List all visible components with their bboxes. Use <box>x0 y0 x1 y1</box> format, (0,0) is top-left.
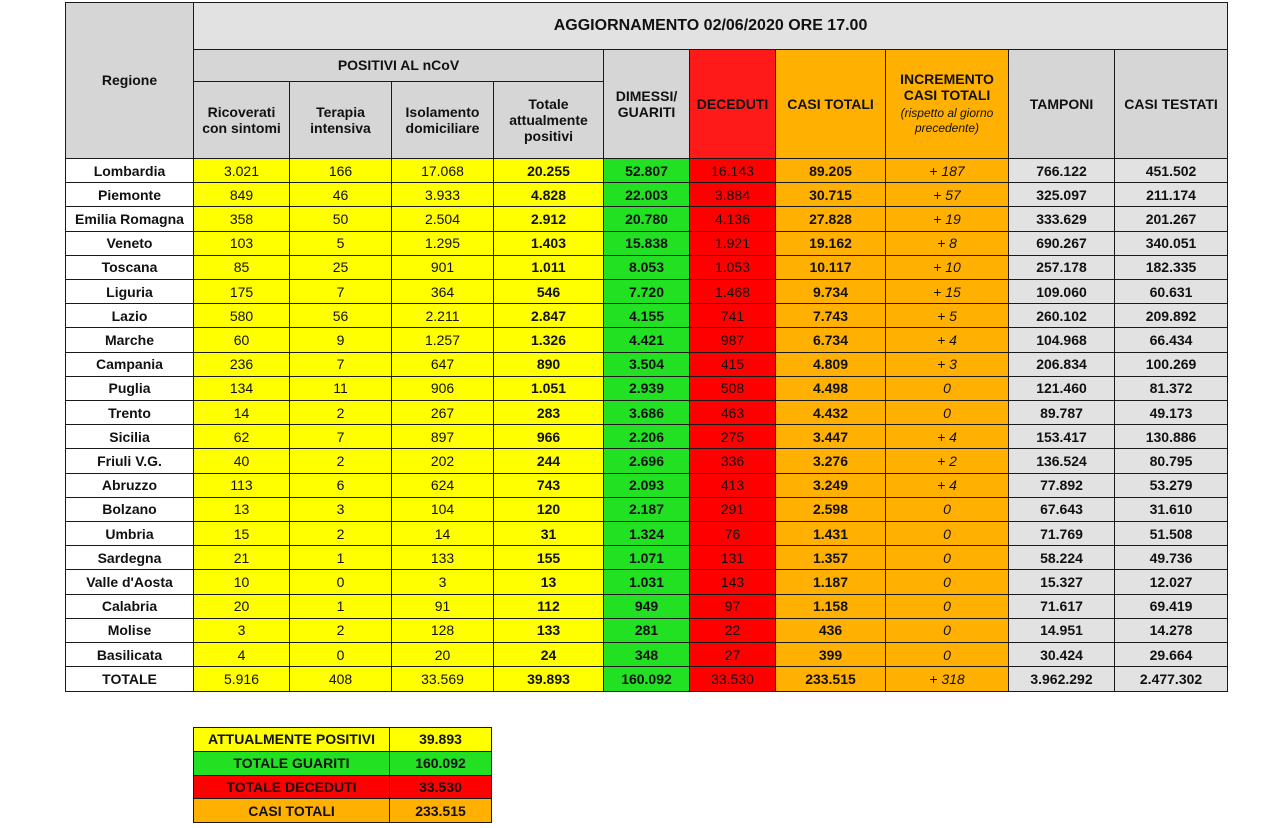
tamponi-cell: 109.060 <box>1009 280 1115 304</box>
ricoverati-cell: 175 <box>194 280 290 304</box>
casi-totali-cell: 3.276 <box>776 449 886 473</box>
tamponi-cell: 206.834 <box>1009 352 1115 376</box>
summary-row <box>194 751 492 775</box>
ricoverati-cell: 14 <box>194 401 290 425</box>
terapia-cell: 56 <box>290 304 392 328</box>
totale-positivi-cell: 1.403 <box>494 231 604 255</box>
casi-testati-cell: 66.434 <box>1115 328 1228 352</box>
ricoverati-cell: 103 <box>194 231 290 255</box>
terapia-cell: 7 <box>290 352 392 376</box>
summary-value: 39.893 <box>390 728 492 752</box>
deceduti-cell: 97 <box>690 594 776 618</box>
deceduti-cell: 1.053 <box>690 255 776 279</box>
totale-positivi-cell: 743 <box>494 473 604 497</box>
header-casi-totali: CASI TOTALI <box>776 50 886 159</box>
region-name: Marche <box>66 328 194 352</box>
table-row <box>66 425 1228 449</box>
casi-testati-cell: 211.174 <box>1115 183 1228 207</box>
table-row <box>66 497 1228 521</box>
isolamento-cell: 17.068 <box>392 159 494 183</box>
incremento-cell: 0 <box>886 618 1009 642</box>
region-name: Lazio <box>66 304 194 328</box>
totale-positivi-cell: 155 <box>494 546 604 570</box>
casi-totali-cell: 27.828 <box>776 207 886 231</box>
summary-value: 233.515 <box>390 799 492 823</box>
tamponi-cell: 257.178 <box>1009 255 1115 279</box>
incremento-cell: + 4 <box>886 425 1009 449</box>
casi-totali-cell: 4.432 <box>776 401 886 425</box>
casi-totali-cell: 2.598 <box>776 497 886 521</box>
dimessi-cell: 1.031 <box>604 570 690 594</box>
region-name: Campania <box>66 352 194 376</box>
header-regione: Regione <box>66 3 194 159</box>
deceduti-cell: 1.468 <box>690 280 776 304</box>
incremento-cell: 0 <box>886 522 1009 546</box>
dimessi-cell: 1.071 <box>604 546 690 570</box>
summary-table <box>193 727 492 823</box>
region-name: Emilia Romagna <box>66 207 194 231</box>
total-ricoverati-cell: 5.916 <box>194 667 290 692</box>
terapia-cell: 6 <box>290 473 392 497</box>
ricoverati-cell: 10 <box>194 570 290 594</box>
summary-value: 33.530 <box>390 775 492 799</box>
ricoverati-cell: 358 <box>194 207 290 231</box>
table-body <box>66 159 1228 692</box>
header-incremento: INCREMENTO CASI TOTALI (rispetto al giorno precedente) <box>886 50 1009 159</box>
casi-totali-cell: 7.743 <box>776 304 886 328</box>
isolamento-cell: 14 <box>392 522 494 546</box>
incremento-cell: + 15 <box>886 280 1009 304</box>
casi-testati-cell: 182.335 <box>1115 255 1228 279</box>
isolamento-cell: 133 <box>392 546 494 570</box>
casi-totali-cell: 1.158 <box>776 594 886 618</box>
casi-totali-cell: 10.117 <box>776 255 886 279</box>
casi-testati-cell: 100.269 <box>1115 352 1228 376</box>
summary-row <box>194 728 492 752</box>
tamponi-cell: 690.267 <box>1009 231 1115 255</box>
table-row <box>66 183 1228 207</box>
region-name: Bolzano <box>66 497 194 521</box>
tamponi-cell: 30.424 <box>1009 643 1115 667</box>
casi-testati-cell: 209.892 <box>1115 304 1228 328</box>
deceduti-cell: 987 <box>690 328 776 352</box>
isolamento-cell: 3.933 <box>392 183 494 207</box>
deceduti-cell: 741 <box>690 304 776 328</box>
tamponi-cell: 766.122 <box>1009 159 1115 183</box>
casi-totali-cell: 436 <box>776 618 886 642</box>
terapia-cell: 0 <box>290 643 392 667</box>
ricoverati-cell: 4 <box>194 643 290 667</box>
terapia-cell: 166 <box>290 159 392 183</box>
tamponi-cell: 104.968 <box>1009 328 1115 352</box>
total-isolamento-cell: 33.569 <box>392 667 494 692</box>
incremento-cell: 0 <box>886 376 1009 400</box>
dimessi-cell: 4.155 <box>604 304 690 328</box>
terapia-cell: 46 <box>290 183 392 207</box>
table-row <box>66 594 1228 618</box>
region-name: Basilicata <box>66 643 194 667</box>
casi-totali-cell: 1.187 <box>776 570 886 594</box>
casi-testati-cell: 31.610 <box>1115 497 1228 521</box>
isolamento-cell: 128 <box>392 618 494 642</box>
terapia-cell: 2 <box>290 618 392 642</box>
ricoverati-cell: 236 <box>194 352 290 376</box>
terapia-cell: 1 <box>290 594 392 618</box>
header-isolamento: Isolamento domiciliare <box>392 82 494 159</box>
ricoverati-cell: 15 <box>194 522 290 546</box>
table-row <box>66 304 1228 328</box>
tamponi-cell: 136.524 <box>1009 449 1115 473</box>
casi-totali-cell: 19.162 <box>776 231 886 255</box>
casi-totali-cell: 89.205 <box>776 159 886 183</box>
table-row <box>66 618 1228 642</box>
casi-totali-cell: 4.809 <box>776 352 886 376</box>
isolamento-cell: 2.504 <box>392 207 494 231</box>
incremento-cell: + 5 <box>886 304 1009 328</box>
tamponi-cell: 89.787 <box>1009 401 1115 425</box>
totale-positivi-cell: 1.326 <box>494 328 604 352</box>
deceduti-cell: 143 <box>690 570 776 594</box>
tamponi-cell: 325.097 <box>1009 183 1115 207</box>
dimessi-cell: 3.686 <box>604 401 690 425</box>
region-name: Veneto <box>66 231 194 255</box>
tamponi-cell: 77.892 <box>1009 473 1115 497</box>
casi-totali-cell: 399 <box>776 643 886 667</box>
summary-label: TOTALE GUARITI <box>194 751 390 775</box>
incremento-cell: + 19 <box>886 207 1009 231</box>
isolamento-cell: 647 <box>392 352 494 376</box>
region-name: Sicilia <box>66 425 194 449</box>
isolamento-cell: 267 <box>392 401 494 425</box>
incremento-cell: + 4 <box>886 328 1009 352</box>
deceduti-cell: 76 <box>690 522 776 546</box>
dimessi-cell: 22.003 <box>604 183 690 207</box>
total-dimessi-cell: 160.092 <box>604 667 690 692</box>
tamponi-cell: 15.327 <box>1009 570 1115 594</box>
deceduti-cell: 131 <box>690 546 776 570</box>
deceduti-cell: 1.921 <box>690 231 776 255</box>
table-row <box>66 570 1228 594</box>
deceduti-cell: 4.136 <box>690 207 776 231</box>
total-incremento-cell: + 318 <box>886 667 1009 692</box>
ricoverati-cell: 134 <box>194 376 290 400</box>
casi-testati-cell: 14.278 <box>1115 618 1228 642</box>
table-row <box>66 328 1228 352</box>
update-title: AGGIORNAMENTO 02/06/2020 ORE 17.00 <box>194 3 1228 50</box>
table-row <box>66 207 1228 231</box>
dimessi-cell: 2.187 <box>604 497 690 521</box>
isolamento-cell: 624 <box>392 473 494 497</box>
ricoverati-cell: 62 <box>194 425 290 449</box>
tamponi-cell: 71.769 <box>1009 522 1115 546</box>
isolamento-cell: 91 <box>392 594 494 618</box>
totale-positivi-cell: 20.255 <box>494 159 604 183</box>
ricoverati-cell: 580 <box>194 304 290 328</box>
table-row <box>66 546 1228 570</box>
terapia-cell: 2 <box>290 522 392 546</box>
deceduti-cell: 291 <box>690 497 776 521</box>
table-row <box>66 280 1228 304</box>
incremento-cell: 0 <box>886 643 1009 667</box>
isolamento-cell: 20 <box>392 643 494 667</box>
isolamento-cell: 897 <box>392 425 494 449</box>
total-totale-positivi-cell: 39.893 <box>494 667 604 692</box>
region-name: Liguria <box>66 280 194 304</box>
terapia-cell: 2 <box>290 401 392 425</box>
total-casi-totali-cell: 233.515 <box>776 667 886 692</box>
incremento-cell: 0 <box>886 497 1009 521</box>
casi-testati-cell: 29.664 <box>1115 643 1228 667</box>
tamponi-cell: 333.629 <box>1009 207 1115 231</box>
isolamento-cell: 1.295 <box>392 231 494 255</box>
header-dimessi-guariti: DIMESSI/ GUARITI <box>604 50 690 159</box>
isolamento-cell: 2.211 <box>392 304 494 328</box>
dimessi-cell: 4.421 <box>604 328 690 352</box>
incremento-cell: + 10 <box>886 255 1009 279</box>
table-row <box>66 255 1228 279</box>
table-row <box>66 449 1228 473</box>
ricoverati-cell: 849 <box>194 183 290 207</box>
isolamento-cell: 364 <box>392 280 494 304</box>
dimessi-cell: 1.324 <box>604 522 690 546</box>
casi-totali-cell: 3.447 <box>776 425 886 449</box>
deceduti-cell: 336 <box>690 449 776 473</box>
totale-positivi-cell: 546 <box>494 280 604 304</box>
total-tamponi-cell: 3.962.292 <box>1009 667 1115 692</box>
dimessi-cell: 281 <box>604 618 690 642</box>
region-name: Umbria <box>66 522 194 546</box>
summary-body <box>194 728 492 823</box>
table-row <box>66 643 1228 667</box>
dimessi-cell: 7.720 <box>604 280 690 304</box>
table-row <box>66 231 1228 255</box>
casi-totali-cell: 1.431 <box>776 522 886 546</box>
header-tamponi: TAMPONI <box>1009 50 1115 159</box>
totale-positivi-cell: 283 <box>494 401 604 425</box>
region-name: Molise <box>66 618 194 642</box>
deceduti-cell: 508 <box>690 376 776 400</box>
tamponi-cell: 153.417 <box>1009 425 1115 449</box>
casi-totali-cell: 6.734 <box>776 328 886 352</box>
region-name: Piemonte <box>66 183 194 207</box>
dimessi-cell: 3.504 <box>604 352 690 376</box>
deceduti-cell: 463 <box>690 401 776 425</box>
covid-regional-table <box>65 2 1228 692</box>
totale-positivi-cell: 2.847 <box>494 304 604 328</box>
dimessi-cell: 15.838 <box>604 231 690 255</box>
incremento-cell: + 3 <box>886 352 1009 376</box>
casi-testati-cell: 80.795 <box>1115 449 1228 473</box>
header-terapia-intensiva: Terapia intensiva <box>290 82 392 159</box>
tamponi-cell: 58.224 <box>1009 546 1115 570</box>
dimessi-cell: 949 <box>604 594 690 618</box>
tamponi-cell: 14.951 <box>1009 618 1115 642</box>
dimessi-cell: 20.780 <box>604 207 690 231</box>
deceduti-cell: 22 <box>690 618 776 642</box>
casi-testati-cell: 60.631 <box>1115 280 1228 304</box>
summary-label: CASI TOTALI <box>194 799 390 823</box>
region-name: Sardegna <box>66 546 194 570</box>
tamponi-cell: 67.643 <box>1009 497 1115 521</box>
totale-positivi-cell: 120 <box>494 497 604 521</box>
summary-row <box>194 799 492 823</box>
tamponi-cell: 71.617 <box>1009 594 1115 618</box>
region-name: Friuli V.G. <box>66 449 194 473</box>
casi-testati-cell: 49.173 <box>1115 401 1228 425</box>
ricoverati-cell: 20 <box>194 594 290 618</box>
dimessi-cell: 52.807 <box>604 159 690 183</box>
header-positivi-group: POSITIVI AL nCoV <box>194 50 604 82</box>
incremento-cell: 0 <box>886 546 1009 570</box>
region-name: Toscana <box>66 255 194 279</box>
casi-totali-cell: 9.734 <box>776 280 886 304</box>
isolamento-cell: 104 <box>392 497 494 521</box>
terapia-cell: 7 <box>290 425 392 449</box>
isolamento-cell: 202 <box>392 449 494 473</box>
table-row <box>66 376 1228 400</box>
incremento-cell: 0 <box>886 570 1009 594</box>
casi-testati-cell: 69.419 <box>1115 594 1228 618</box>
deceduti-cell: 16.143 <box>690 159 776 183</box>
summary-value: 160.092 <box>390 751 492 775</box>
terapia-cell: 9 <box>290 328 392 352</box>
incremento-cell: + 8 <box>886 231 1009 255</box>
totale-positivi-cell: 133 <box>494 618 604 642</box>
region-name: Trento <box>66 401 194 425</box>
ricoverati-cell: 3 <box>194 618 290 642</box>
terapia-cell: 2 <box>290 449 392 473</box>
total-row <box>66 667 1228 692</box>
incremento-cell: + 57 <box>886 183 1009 207</box>
tamponi-cell: 121.460 <box>1009 376 1115 400</box>
incremento-cell: 0 <box>886 594 1009 618</box>
ricoverati-cell: 13 <box>194 497 290 521</box>
totale-positivi-cell: 31 <box>494 522 604 546</box>
dimessi-cell: 2.939 <box>604 376 690 400</box>
casi-testati-cell: 51.508 <box>1115 522 1228 546</box>
incremento-cell: + 2 <box>886 449 1009 473</box>
terapia-cell: 0 <box>290 570 392 594</box>
incremento-cell: + 4 <box>886 473 1009 497</box>
totale-positivi-cell: 2.912 <box>494 207 604 231</box>
summary-row <box>194 775 492 799</box>
ricoverati-cell: 113 <box>194 473 290 497</box>
terapia-cell: 11 <box>290 376 392 400</box>
terapia-cell: 3 <box>290 497 392 521</box>
summary-label: TOTALE DECEDUTI <box>194 775 390 799</box>
ricoverati-cell: 85 <box>194 255 290 279</box>
region-name: Puglia <box>66 376 194 400</box>
terapia-cell: 7 <box>290 280 392 304</box>
isolamento-cell: 1.257 <box>392 328 494 352</box>
region-name: Abruzzo <box>66 473 194 497</box>
region-name: Valle d'Aosta <box>66 570 194 594</box>
ricoverati-cell: 40 <box>194 449 290 473</box>
casi-testati-cell: 53.279 <box>1115 473 1228 497</box>
table-row <box>66 352 1228 376</box>
totale-positivi-cell: 112 <box>494 594 604 618</box>
casi-testati-cell: 12.027 <box>1115 570 1228 594</box>
casi-testati-cell: 201.267 <box>1115 207 1228 231</box>
casi-totali-cell: 1.357 <box>776 546 886 570</box>
dimessi-cell: 2.206 <box>604 425 690 449</box>
dimessi-cell: 2.696 <box>604 449 690 473</box>
dimessi-cell: 348 <box>604 643 690 667</box>
total-region-name: TOTALE <box>66 667 194 692</box>
isolamento-cell: 901 <box>392 255 494 279</box>
deceduti-cell: 275 <box>690 425 776 449</box>
deceduti-cell: 413 <box>690 473 776 497</box>
table-row <box>66 522 1228 546</box>
ricoverati-cell: 60 <box>194 328 290 352</box>
ricoverati-cell: 21 <box>194 546 290 570</box>
casi-testati-cell: 340.051 <box>1115 231 1228 255</box>
region-name: Lombardia <box>66 159 194 183</box>
totale-positivi-cell: 24 <box>494 643 604 667</box>
isolamento-cell: 3 <box>392 570 494 594</box>
totale-positivi-cell: 4.828 <box>494 183 604 207</box>
total-deceduti-cell: 33.530 <box>690 667 776 692</box>
totale-positivi-cell: 890 <box>494 352 604 376</box>
totale-positivi-cell: 13 <box>494 570 604 594</box>
ricoverati-cell: 3.021 <box>194 159 290 183</box>
header-ricoverati: Ricoverati con sintomi <box>194 82 290 159</box>
total-terapia-cell: 408 <box>290 667 392 692</box>
region-name: Calabria <box>66 594 194 618</box>
terapia-cell: 1 <box>290 546 392 570</box>
casi-totali-cell: 4.498 <box>776 376 886 400</box>
totale-positivi-cell: 966 <box>494 425 604 449</box>
totale-positivi-cell: 1.051 <box>494 376 604 400</box>
incremento-cell: + 187 <box>886 159 1009 183</box>
header-totale-positivi: Totale attualmente positivi <box>494 82 604 159</box>
terapia-cell: 50 <box>290 207 392 231</box>
casi-testati-cell: 49.736 <box>1115 546 1228 570</box>
casi-totali-cell: 3.249 <box>776 473 886 497</box>
casi-totali-cell: 30.715 <box>776 183 886 207</box>
casi-testati-cell: 130.886 <box>1115 425 1228 449</box>
table-row <box>66 401 1228 425</box>
deceduti-cell: 3.884 <box>690 183 776 207</box>
incremento-cell: 0 <box>886 401 1009 425</box>
header-deceduti: DECEDUTI <box>690 50 776 159</box>
deceduti-cell: 415 <box>690 352 776 376</box>
casi-testati-cell: 451.502 <box>1115 159 1228 183</box>
isolamento-cell: 906 <box>392 376 494 400</box>
totale-positivi-cell: 244 <box>494 449 604 473</box>
header-casi-testati: CASI TESTATI <box>1115 50 1228 159</box>
deceduti-cell: 27 <box>690 643 776 667</box>
table-row <box>66 473 1228 497</box>
terapia-cell: 5 <box>290 231 392 255</box>
table-row <box>66 159 1228 183</box>
dimessi-cell: 8.053 <box>604 255 690 279</box>
summary-label: ATTUALMENTE POSITIVI <box>194 728 390 752</box>
tamponi-cell: 260.102 <box>1009 304 1115 328</box>
dimessi-cell: 2.093 <box>604 473 690 497</box>
totale-positivi-cell: 1.011 <box>494 255 604 279</box>
terapia-cell: 25 <box>290 255 392 279</box>
casi-testati-cell: 81.372 <box>1115 376 1228 400</box>
total-casi-testati-cell: 2.477.302 <box>1115 667 1228 692</box>
